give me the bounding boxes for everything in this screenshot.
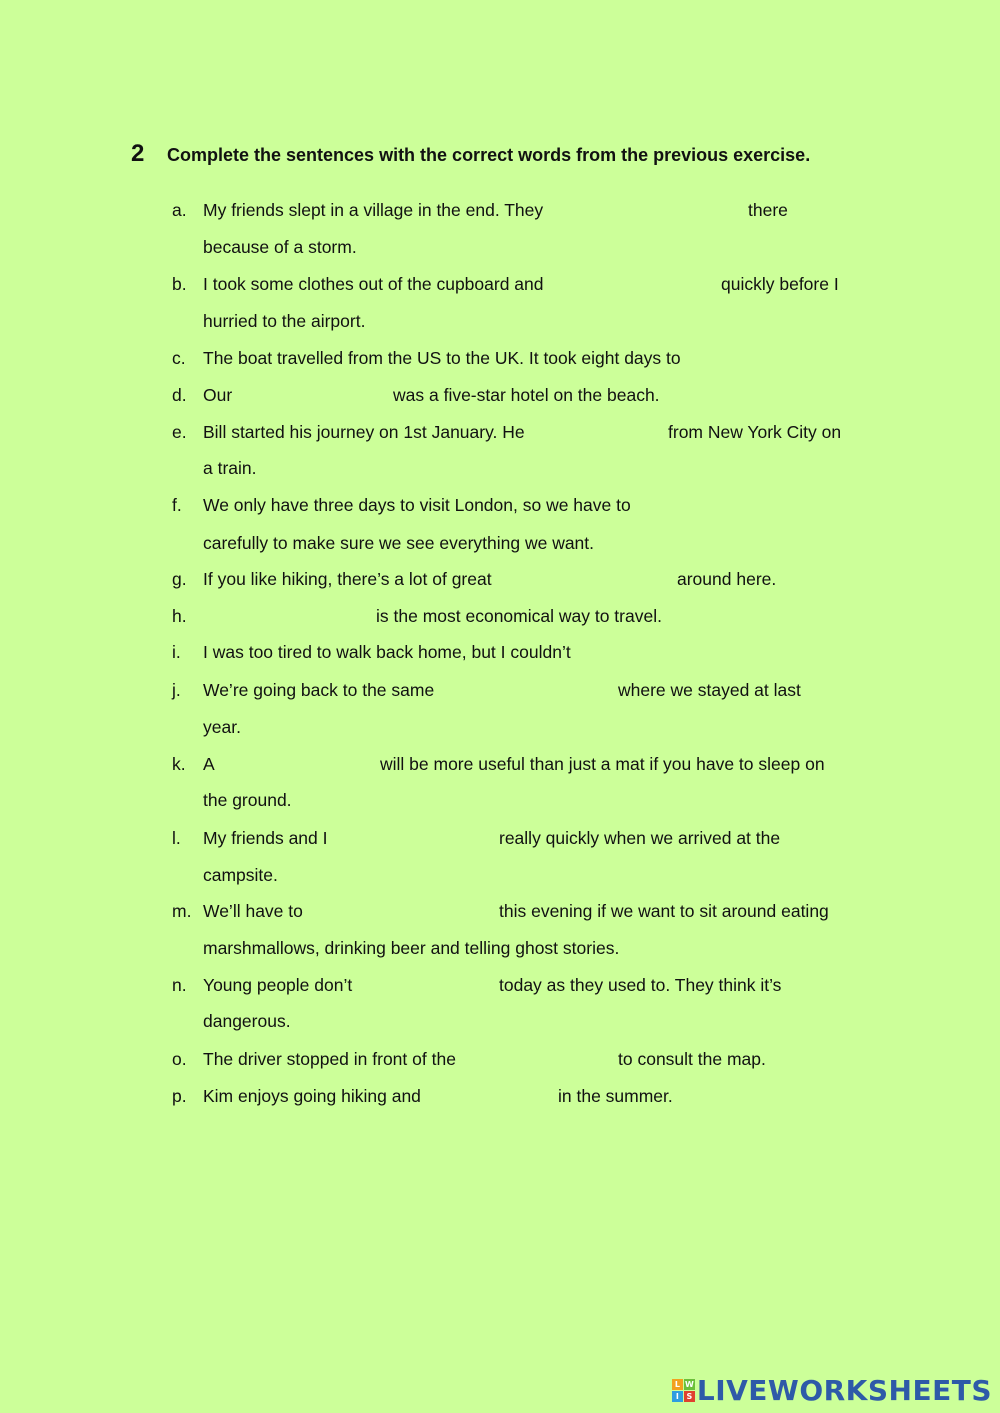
item-letter: f. [172, 495, 182, 515]
sentence-text-end: will be more useful than just a mat if you have to sleep on [380, 754, 825, 774]
exercise-number: 2 [131, 140, 145, 167]
sentence-text-start: We’ll have to [203, 901, 303, 921]
logo-cell: S [684, 1391, 695, 1402]
sentence-b-continued [0, 311, 1000, 341]
sentence-g [0, 569, 1000, 599]
sentence-text-continued: marshmallows, drinking beer and telling ghost stories. [203, 938, 620, 958]
sentence-text-continued: a train. [203, 458, 257, 478]
sentence-n-continued [0, 1011, 1000, 1041]
item-letter: a. [172, 200, 187, 220]
sentence-text-continued: carefully to make sure we see everything we want. [203, 533, 595, 553]
logo-cell: I [672, 1391, 683, 1402]
sentence-e-continued [0, 458, 1000, 488]
sentence-text-end: today as they used to. They think it’s [499, 975, 782, 995]
sentence-text-end: quickly before I [721, 274, 839, 294]
sentence-text-start: I was too tired to walk back home, but I couldn’t [203, 642, 571, 662]
logo-text: LIVEWORKSHEETS [696, 1374, 992, 1407]
sentence-o [0, 1049, 1000, 1079]
item-letter: j. [172, 680, 181, 700]
sentence-j [0, 680, 1000, 710]
logo-icon [672, 1379, 695, 1402]
sentence-k-continued [0, 790, 1000, 820]
sentence-i [0, 642, 1000, 672]
sentence-text-start: The boat travelled from the US to the UK. It took eight days to [203, 348, 681, 368]
sentence-p [0, 1086, 1000, 1116]
sentence-text-end: around here. [677, 569, 777, 589]
item-letter: i. [172, 642, 181, 662]
sentence-text-continued: hurried to the airport. [203, 311, 366, 331]
sentence-d [0, 385, 1000, 415]
sentence-text-end: was a five-star hotel on the beach. [393, 385, 660, 405]
item-letter: g. [172, 569, 187, 589]
sentence-text-continued: the ground. [203, 790, 292, 810]
logo-cell: L [672, 1379, 683, 1390]
sentence-h [0, 606, 1000, 636]
logo-cell: W [684, 1380, 694, 1389]
sentence-a-continued [0, 237, 1000, 267]
item-letter: b. [172, 274, 187, 294]
sentence-f [0, 495, 1000, 525]
sentence-text-start: Young people don’t [203, 975, 353, 995]
sentence-text-continued: year. [203, 717, 241, 737]
item-letter: m. [172, 901, 192, 921]
item-letter: c. [172, 348, 186, 368]
sentence-text-continued: dangerous. [203, 1011, 291, 1031]
sentence-a [0, 200, 1000, 230]
sentence-text-start: We only have three days to visit London, so we have to [203, 495, 631, 515]
sentence-j-continued [0, 717, 1000, 747]
sentence-text-start: Bill started his journey on 1st January. He [203, 422, 525, 442]
sentence-text-end: in the summer. [558, 1086, 673, 1106]
sentence-text-continued: because of a storm. [203, 237, 357, 257]
sentence-m [0, 901, 1000, 931]
item-letter: n. [172, 975, 187, 995]
sentence-n [0, 975, 1000, 1005]
sentence-text-start: Our [203, 385, 233, 405]
sentence-text-end: is the most economical way to travel. [376, 606, 662, 626]
sentence-text-start: The driver stopped in front of the [203, 1049, 456, 1069]
sentence-text-end: where we stayed at last [618, 680, 801, 700]
item-letter: p. [172, 1086, 187, 1106]
sentence-k [0, 754, 1000, 784]
sentence-text-start: My friends and I [203, 828, 328, 848]
sentence-l-continued [0, 865, 1000, 895]
exercise-instruction: Complete the sentences with the correct words from the previous exercise. [167, 145, 811, 165]
sentence-c [0, 348, 1000, 378]
item-letter: e. [172, 422, 187, 442]
sentence-text-start: I took some clothes out of the cupboard and [203, 274, 544, 294]
exercise-heading [131, 140, 810, 168]
sentence-text-start: We’re going back to the same [203, 680, 435, 700]
sentence-text-end: there [748, 200, 788, 220]
sentence-text-start: If you like hiking, there’s a lot of great [203, 569, 492, 589]
item-letter: h. [172, 606, 187, 626]
sentence-text-start: My friends slept in a village in the end. They [203, 200, 544, 220]
sentence-text-start: Kim enjoys going hiking and [203, 1086, 421, 1106]
sentence-f-continued [0, 533, 1000, 563]
sentence-m-continued [0, 938, 1000, 968]
item-letter: l. [172, 828, 181, 848]
sentence-text-end: to consult the map. [618, 1049, 766, 1069]
liveworksheets-logo[interactable] [672, 1374, 992, 1407]
sentence-text-end: this evening if we want to sit around eating [499, 901, 829, 921]
sentence-text-start: A [203, 754, 215, 774]
sentence-b [0, 274, 1000, 304]
sentence-text-end: from New York City on [668, 422, 842, 442]
item-letter: k. [172, 754, 186, 774]
sentence-e [0, 422, 1000, 452]
sentence-text-end: really quickly when we arrived at the [499, 828, 781, 848]
item-letter: d. [172, 385, 187, 405]
sentence-l [0, 828, 1000, 858]
sentence-text-continued: campsite. [203, 865, 278, 885]
item-letter: o. [172, 1049, 187, 1069]
